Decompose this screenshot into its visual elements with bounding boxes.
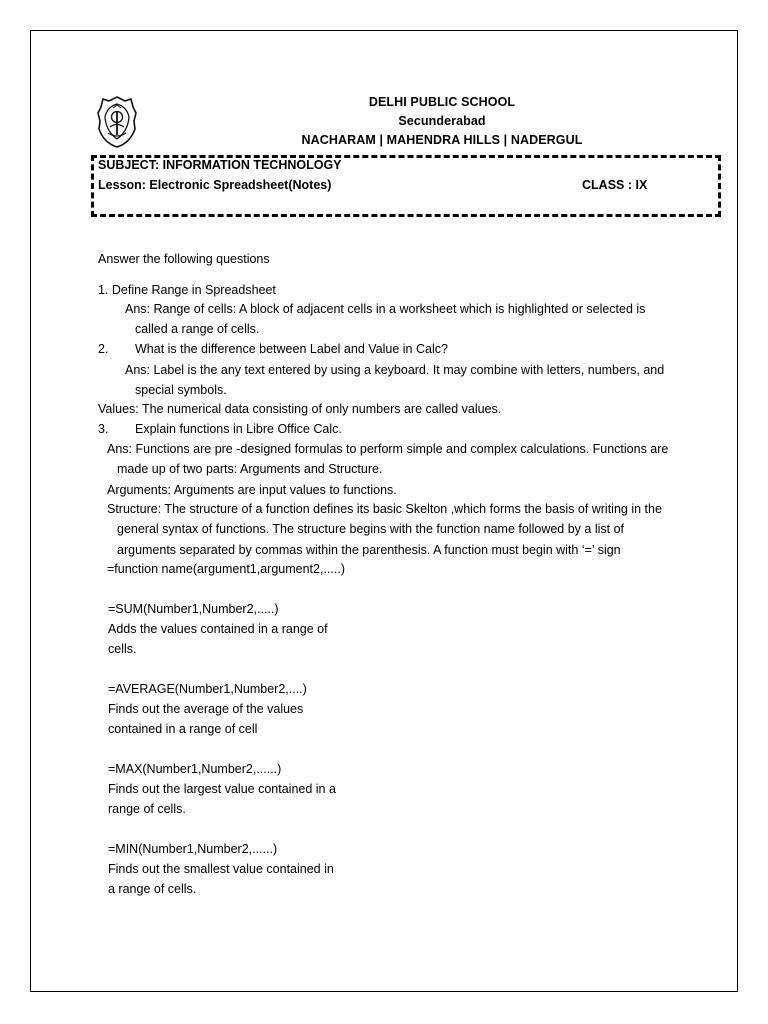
answer-2-line: Values: The numerical data consisting of only numbers are called values. [98,402,502,416]
average-description: contained in a range of cell [108,722,258,736]
answer-1-line: Ans: Range of cells: A block of adjacent cells in a worksheet which is highlighted or selected is [125,302,646,316]
answer-3-line: Arguments: Arguments are input values to functions. [107,483,397,497]
class-label: CLASS : IX [582,178,648,192]
min-syntax: =MIN(Number1,Number2,......) [108,842,278,856]
question-2-number: 2. [98,342,109,356]
question-2: What is the difference between Label and Value in Calc? [135,342,448,356]
question-3-number: 3. [98,422,109,436]
sum-syntax: =SUM(Number1,Number2,.....) [108,602,279,616]
max-description: Finds out the largest value contained in a [108,782,336,796]
instruction-text: Answer the following questions [98,252,270,266]
min-description: Finds out the smallest value contained in [108,862,334,876]
school-city: Secunderabad [398,114,486,128]
school-logo [96,95,138,149]
question-1: 1. Define Range in Spreadsheet [98,283,276,297]
lesson-label: Lesson: Electronic Spreadsheet(Notes) [98,178,332,192]
average-description: Finds out the average of the values [108,702,304,716]
answer-2-line: special symbols. [135,383,227,397]
average-syntax: =AVERAGE(Number1,Number2,....) [108,682,307,696]
answer-3-line: arguments separated by commas within the parenthesis. A function must begin with ‘=’ sign [117,543,621,557]
max-syntax: =MAX(Number1,Number2,......) [108,762,282,776]
answer-3-line: general syntax of functions. The structure begins with the function name followed by a list of [117,522,624,536]
answer-3-line: Structure: The structure of a function defines its basic Skelton ,which forms the basis of writing in the [107,502,662,516]
school-name: DELHI PUBLIC SCHOOL [368,95,516,109]
sum-description: cells. [108,642,137,656]
min-description: a range of cells. [108,882,197,896]
answer-3-line: made up of two parts: Arguments and Structure. [117,462,383,476]
question-3: Explain functions in Libre Office Calc. [135,422,342,436]
answer-2-line: Ans: Label is the any text entered by using a keyboard. It may combine with letters, numbers, and [125,363,665,377]
sum-description: Adds the values contained in a range of [108,622,328,636]
answer-1-line: called a range of cells. [135,322,260,336]
max-description: range of cells. [108,802,186,816]
answer-3-line: =function name(argument1,argument2,.....) [107,562,345,576]
answer-3-line: Ans: Functions are pre -designed formulas to perform simple and complex calculations. Functions are [107,442,669,456]
subject-label: SUBJECT: INFORMATION TECHNOLOGY [98,158,342,172]
school-branches: NACHARAM | MAHENDRA HILLS | NADERGUL [301,133,583,147]
